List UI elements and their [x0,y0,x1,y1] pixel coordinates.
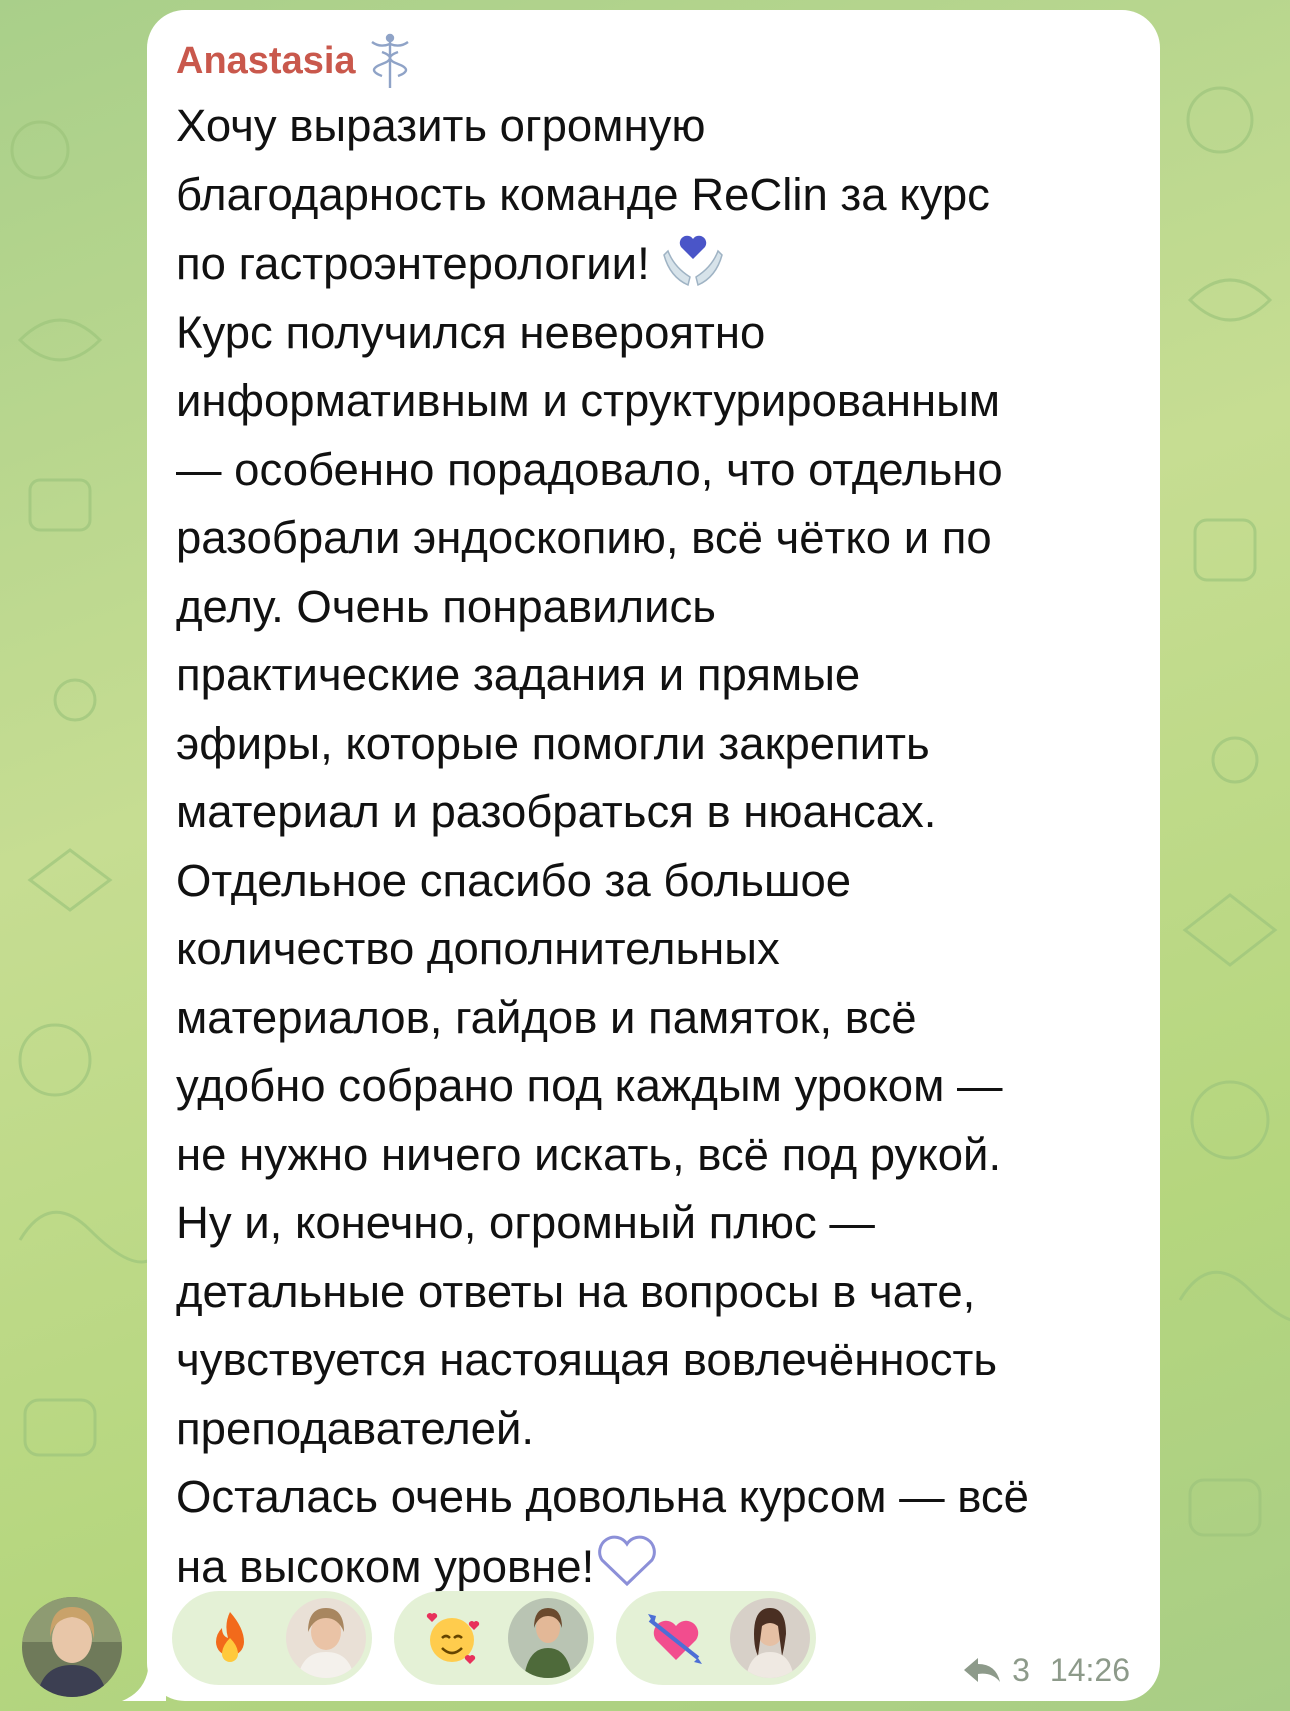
message-line-text: по гастроэнтерологии! [176,238,650,289]
message-line: Отдельное спасибо за большое [176,854,852,906]
reply-arrow-icon[interactable] [960,1656,1004,1686]
reaction-heart-arrow[interactable] [616,1591,816,1685]
reaction-fire[interactable] [172,1591,372,1685]
reactor-avatar-3[interactable] [730,1598,810,1678]
message-line: эфиры, которые помогли закрепить [176,717,930,769]
message-line: Курс получился невероятно [176,306,766,358]
heart-with-arrow-emoji [644,1608,704,1668]
sender-avatar[interactable] [22,1597,122,1697]
message-line: делу. Очень понравились [176,580,716,632]
message-line: разобрали эндоскопию, всё чётко и по [176,512,992,563]
message-line: чувствуется настоящая вовлечённость [176,1334,998,1385]
message-bubble[interactable] [147,10,1160,1701]
reply-count[interactable]: 3 [1012,1652,1030,1688]
message-line: материалов, гайдов и памяток, всё [176,991,917,1043]
message-line-text: на высоком уровне! [176,1540,595,1592]
message-line: удобно собрано под каждым уроком — [176,1060,1003,1111]
sender-name[interactable]: Anastasia [176,39,356,82]
message-line [176,229,1120,299]
caduceus-icon [368,32,412,90]
message-line: Ну и, конечно, огромный плюс — [176,1197,875,1248]
message-line: не нужно ничего искать, всё под рукой. [176,1128,1002,1180]
message-text [176,92,1120,1601]
message-line: преподавателей. [176,1402,535,1454]
reactor-avatar-1[interactable] [286,1598,366,1678]
white-heart-emoji [594,1532,660,1590]
message-line: Хочу выразить огромную [176,100,706,151]
heart-hands-emoji [662,229,724,287]
message-line: благодарность команде ReClin за курс [176,168,990,220]
reactor-avatar-2[interactable] [508,1598,588,1678]
smiling-face-with-hearts-emoji [422,1608,482,1668]
message-time: 14:26 [1049,1652,1130,1688]
message-line: детальные ответы на вопросы в чате, [176,1265,976,1317]
message-line: практические задания и прямые [176,649,861,700]
fire-emoji [200,1608,260,1668]
message-line: количество дополнительных [176,923,780,974]
message-line: Осталась очень довольна курсом — всё [176,1471,1029,1522]
message-line: информативным и структурированным [176,375,1001,426]
reactions-bar [172,1591,838,1685]
message-line: материал и разобраться в нюансах. [176,786,937,837]
message-line: — особенно порадовало, что отдельно [176,443,1003,495]
message-meta [960,1652,1130,1689]
reaction-smiling-hearts[interactable] [394,1591,594,1685]
